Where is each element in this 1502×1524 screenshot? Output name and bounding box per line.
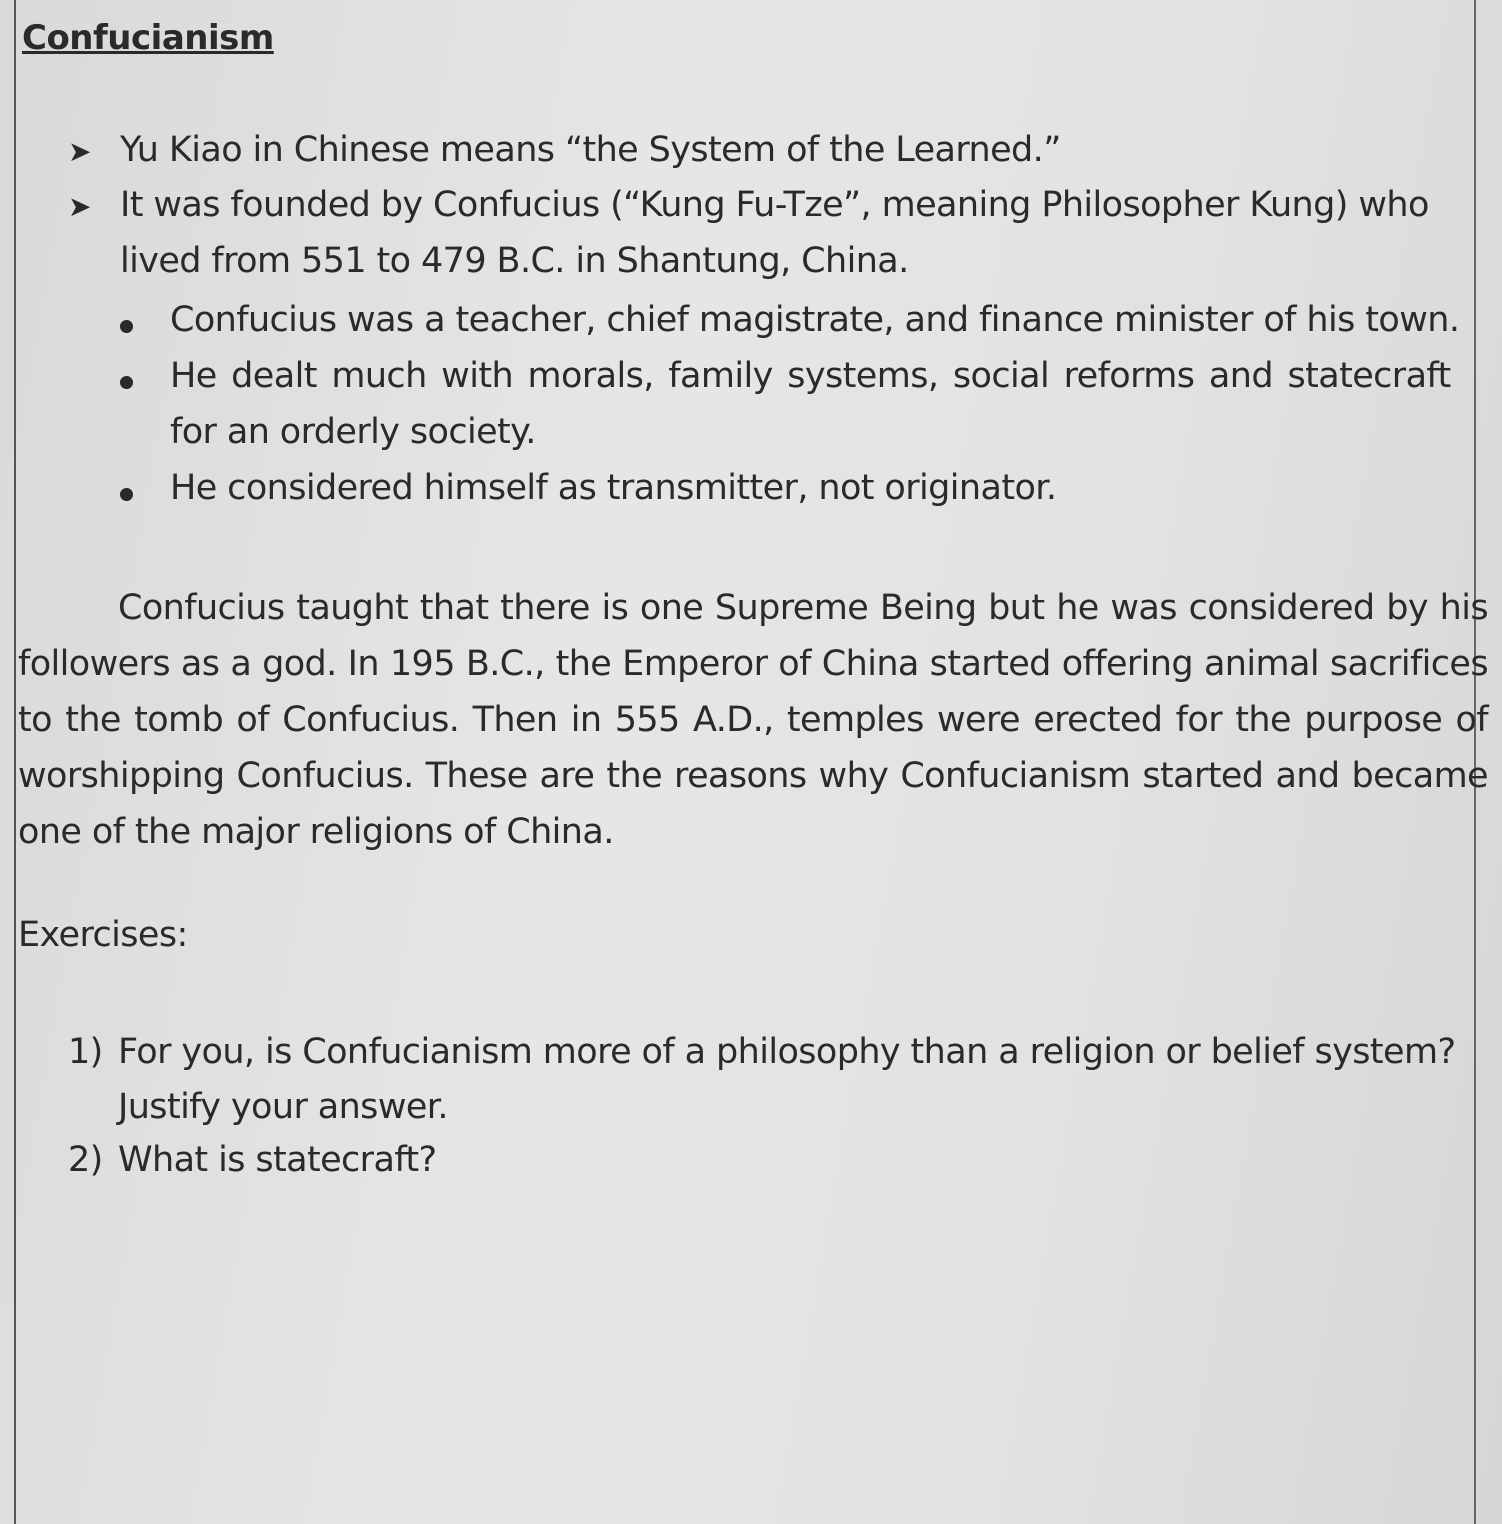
body-paragraph: Confucius taught that there is one Supreme Being but he was considered by his followers as a god. In 195 B.C., the Emperor of China started offering animal sacrifices to the tomb of Confucius. Then in 555 A.D., temples were erected for the purpose of worshipping Confucius. These are the reasons why Confucianism started and became one of the major religions of China. (18, 588, 1488, 852)
arrow-item-text: lived from 551 to 479 B.C. in Shantung, China. (120, 241, 909, 281)
bullet-text: for an orderly society. (170, 412, 536, 452)
bullet-dot-icon (120, 488, 133, 501)
bullet-text: He dealt much with morals, family systems, social reforms and statecraft (170, 356, 1451, 396)
arrow-item-text: Yu Kiao in Chinese means “the System of the Learned.” (120, 130, 1061, 170)
question-text: Justify your answer. (118, 1087, 448, 1127)
question-number: 2) (68, 1140, 103, 1180)
left-border (14, 0, 16, 1524)
arrow-bullet-icon: ➤ (68, 135, 92, 168)
bullet-dot-icon (120, 376, 133, 389)
question-text: What is statecraft? (118, 1140, 437, 1180)
bullet-dot-icon (120, 320, 133, 333)
bullet-text: Confucius was a teacher, chief magistrate, and finance minister of his town. (170, 300, 1460, 340)
arrow-item-text: It was founded by Confucius (“Kung Fu-Tze”, meaning Philosopher Kung) who (120, 185, 1429, 225)
question-number: 1) (68, 1032, 103, 1072)
question-text: For you, is Confucianism more of a philosophy than a religion or belief system? (118, 1032, 1456, 1072)
document-title: Confucianism (22, 18, 274, 58)
bullet-text: He considered himself as transmitter, not originator. (170, 468, 1057, 508)
exercises-heading: Exercises: (18, 915, 188, 955)
arrow-bullet-icon: ➤ (68, 190, 92, 223)
